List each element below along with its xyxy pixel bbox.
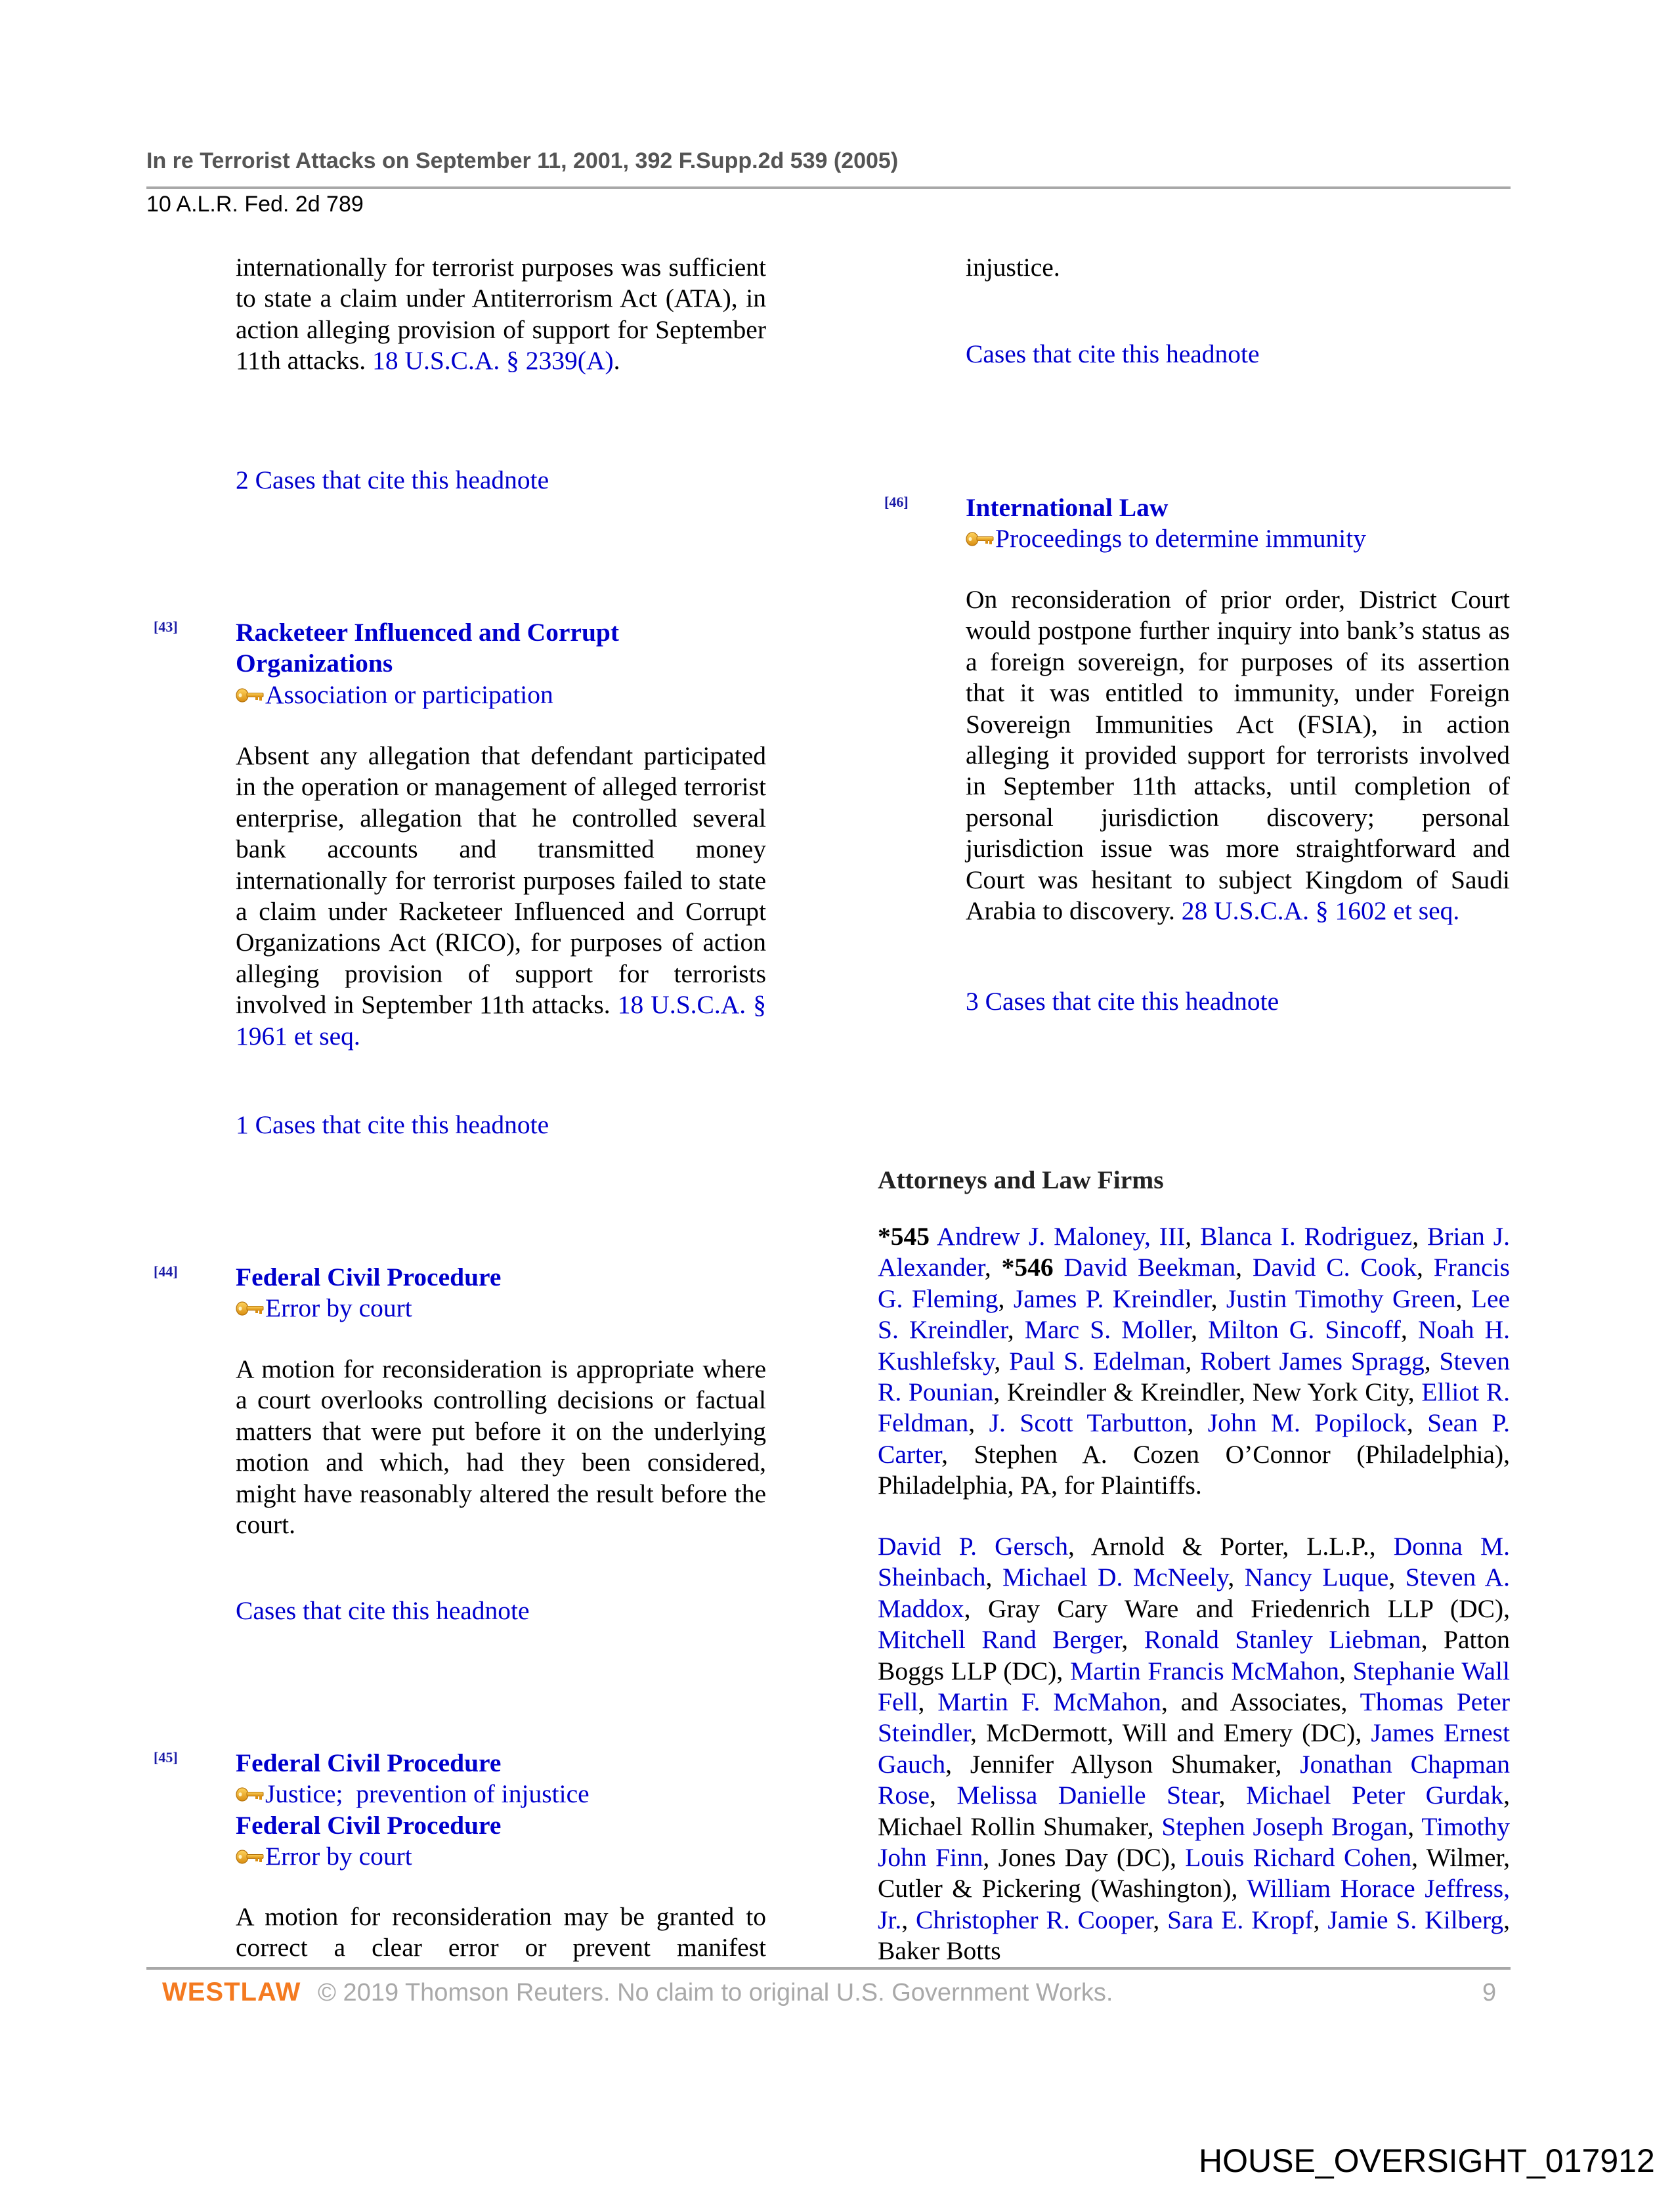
attorney-name-link[interactable]: Francis G. Fleming xyxy=(878,1253,1511,1313)
attorney-name-link[interactable]: Michael D. McNeely xyxy=(1002,1563,1228,1592)
headnote-45-text: A motion for reconsideration may be granted to correct a clear error or prevent manifest xyxy=(236,1902,766,1963)
attorney-text: , xyxy=(998,1284,1014,1313)
attorney-name-link[interactable]: Mitchell Rand Berger xyxy=(878,1625,1122,1655)
headnote-subtopic[interactable]: Association or participation xyxy=(236,680,766,710)
attorney-name-link[interactable]: James Ernest Gauch xyxy=(878,1718,1510,1779)
attorney-text: , xyxy=(1406,1408,1428,1438)
star-page-marker: *546 xyxy=(1001,1253,1054,1282)
header-divider xyxy=(146,186,1511,189)
attorneys-paragraph-defendants xyxy=(878,1531,1510,1967)
attorney-text: , xyxy=(1007,1315,1025,1345)
attorney-name-link[interactable]: Marc S. Moller xyxy=(1024,1315,1191,1345)
key-icon xyxy=(236,1299,265,1318)
key-icon xyxy=(236,1785,265,1804)
document-title: In re Terrorist Attacks on September 11, 2001, 392 F.Supp.2d 539 (2005) xyxy=(146,148,899,173)
attorney-name-link[interactable]: Martin F. McMahon xyxy=(937,1687,1161,1717)
headnote-topic-link[interactable]: International Law xyxy=(966,493,1169,522)
headnote-43 xyxy=(236,617,766,710)
statute-citation-link[interactable]: 18 U.S.C.A. § 1961 et seq. xyxy=(236,990,767,1051)
attorney-name-link[interactable]: Milton G. Sincoff xyxy=(1208,1315,1401,1345)
attorney-text: , xyxy=(1218,1781,1247,1810)
attorney-name-link[interactable]: John M. Popilock xyxy=(1207,1408,1407,1438)
attorney-text xyxy=(930,1222,937,1251)
attorney-text: , xyxy=(968,1408,989,1438)
attorney-text: , Baker Botts xyxy=(878,1905,1511,1966)
attorney-name-link[interactable]: Steven R. Pounian xyxy=(878,1346,1511,1407)
attorney-name-link[interactable]: William Horace Jeffress, Jr. xyxy=(878,1874,1510,1934)
attorney-text: , Michael Rollin Shumaker, xyxy=(878,1781,1510,1841)
star-page-marker: *545 xyxy=(878,1222,930,1251)
attorney-text: , Arnold & Porter, L.L.P., xyxy=(1067,1532,1394,1561)
attorneys-paragraph-plaintiffs xyxy=(878,1221,1510,1502)
document-subtitle: 10 A.L.R. Fed. 2d 789 xyxy=(146,192,364,217)
attorney-name-link[interactable]: Stephanie Wall Fell xyxy=(878,1656,1511,1717)
attorney-name-link[interactable]: Elliot R. Feldman xyxy=(878,1377,1510,1438)
attorney-name-link[interactable]: Steven A. Maddox xyxy=(878,1563,1511,1623)
attorney-name-link[interactable]: Noah H. Kushlefsky xyxy=(878,1315,1511,1376)
attorney-name-link[interactable]: Blanca I. Rodriguez xyxy=(1200,1222,1413,1251)
attorney-text: , Kreindler & Kreindler, New York City, xyxy=(993,1377,1422,1407)
headnote-45-continuation: injustice. xyxy=(966,253,1060,282)
headnote-subtopic[interactable]: Error by court xyxy=(236,1841,766,1872)
attorney-name-link[interactable]: Donna M. Sheinbach xyxy=(878,1532,1510,1592)
attorney-text: , xyxy=(1339,1656,1353,1685)
attorney-name-link[interactable]: Ronald Stanley Liebman xyxy=(1144,1625,1421,1655)
attorney-name-link[interactable]: Jonathan Chapman Rose xyxy=(878,1749,1511,1810)
key-icon xyxy=(236,1848,265,1866)
attorney-text: , xyxy=(930,1781,957,1810)
headnote-subtopic[interactable]: Justice; prevention of injustice xyxy=(236,1779,766,1810)
attorney-text: , xyxy=(1235,1253,1253,1282)
attorney-text: , Jones Day (DC), xyxy=(983,1843,1186,1873)
statute-citation-link[interactable]: 18 U.S.C.A. § 2339(A) xyxy=(372,346,614,376)
attorney-name-link[interactable]: Michael Peter Gurdak xyxy=(1246,1781,1504,1810)
attorney-name-link[interactable]: Justin Timothy Green xyxy=(1226,1284,1456,1313)
attorney-text: , xyxy=(1416,1253,1434,1282)
cases-cite-headnote-link[interactable]: 3 Cases that cite this headnote xyxy=(966,987,1279,1016)
headnote-number: [46] xyxy=(884,494,909,510)
attorney-text: , xyxy=(1400,1315,1418,1345)
attorney-name-link[interactable]: Nancy Luque xyxy=(1244,1563,1389,1592)
attorney-text: , Gray Cary Ware and Friedenrich LLP (DC), xyxy=(964,1594,1510,1623)
attorney-text: , xyxy=(1412,1222,1428,1251)
attorney-name-link[interactable]: David C. Cook xyxy=(1252,1253,1417,1282)
headnote-topic-link[interactable]: Federal Civil Procedure xyxy=(236,1263,502,1291)
attorney-text: , xyxy=(1185,1222,1201,1251)
attorney-name-link[interactable]: Paul S. Edelman xyxy=(1009,1346,1186,1376)
attorney-text: , xyxy=(1313,1905,1328,1934)
attorney-text: , xyxy=(994,1346,1010,1376)
attorney-text: , xyxy=(1187,1408,1208,1438)
cases-cite-headnote-link[interactable]: Cases that cite this headnote xyxy=(966,339,1260,368)
westlaw-logo: WESTLAW xyxy=(162,1978,301,2006)
statute-citation-link[interactable]: 28 U.S.C.A. § 1602 et seq. xyxy=(1181,896,1460,926)
attorney-text: , xyxy=(1455,1284,1471,1313)
attorney-text: , xyxy=(918,1687,938,1717)
attorney-text: , Jennifer Allyson Shumaker, xyxy=(945,1749,1300,1779)
footer-divider xyxy=(146,1967,1511,1970)
attorney-text: , xyxy=(985,1563,1002,1592)
attorney-text: , Wilmer, Cutler & Pickering (Washington), xyxy=(878,1843,1510,1903)
attorneys-section-title: Attorneys and Law Firms xyxy=(878,1165,1164,1194)
attorney-name-link[interactable]: Robert James Spragg xyxy=(1200,1346,1425,1376)
attorney-text: , xyxy=(1153,1905,1168,1934)
attorney-name-link[interactable]: Brian J. Alexander xyxy=(878,1222,1510,1282)
attorney-text: , xyxy=(901,1905,916,1934)
headnote-topic-link[interactable]: Federal Civil Procedure xyxy=(236,1748,502,1777)
headnote-topic-link[interactable]: Racketeer Influenced and Corrupt Organizations xyxy=(236,618,620,678)
attorney-text: , xyxy=(1407,1811,1422,1841)
attorney-name-link[interactable]: Lee S. Kreindler xyxy=(878,1284,1511,1345)
attorney-text xyxy=(1054,1253,1064,1282)
attorney-name-link[interactable]: Timothy John Finn xyxy=(878,1811,1510,1873)
attorney-text: , and Associates, xyxy=(1161,1687,1360,1717)
headnote-subtopic[interactable]: Proceedings to determine immunity xyxy=(966,523,1510,554)
copyright-notice: © 2019 Thomson Reuters. No claim to original U.S. Government Works. xyxy=(318,1979,1113,2006)
attorney-name-link[interactable]: Martin Francis McMahon xyxy=(1070,1656,1339,1685)
headnote-subtopic[interactable]: Error by court xyxy=(236,1293,766,1324)
attorney-name-link[interactable]: Christopher R. Cooper xyxy=(916,1905,1153,1934)
attorney-name-link[interactable]: J. Scott Tarbutton xyxy=(989,1408,1188,1438)
attorney-name-link[interactable]: Sean P. Carter xyxy=(878,1408,1511,1469)
bates-stamp: HOUSE_OVERSIGHT_017912 xyxy=(1199,2142,1655,2179)
attorney-text: , xyxy=(1388,1563,1406,1592)
attorney-name-link[interactable]: Andrew J. Maloney, III xyxy=(936,1222,1186,1251)
headnote-number: [45] xyxy=(154,1749,178,1766)
cases-cite-headnote-link[interactable]: 1 Cases that cite this headnote xyxy=(236,1110,549,1139)
attorney-text: , xyxy=(1228,1563,1245,1592)
attorney-text: , Stephen A. Cozen O’Connor (Philadelphia), Philadelphia, PA, for Plaintiffs. xyxy=(878,1439,1510,1500)
page-number: 9 xyxy=(1482,1979,1497,2006)
attorney-text: , xyxy=(984,1253,1002,1282)
headnote-44 xyxy=(236,1262,766,1324)
attorney-name-link[interactable]: James P. Kreindler xyxy=(1013,1284,1211,1313)
headnote-number: [44] xyxy=(154,1263,178,1280)
headnote-43-text: Absent any allegation that defendant participated in the operation or management of alleged terrorist enterprise, allegation that he controlled several bank accounts and transmitted money internationally for terrorist purposes failed to state a claim under Racketeer Influenced and Corrupt Organizations Act (RICO), for purposes of action alleging provision of support for terrorists involved in September 11th attacks. 18 U.S.C.A. § 1961 et seq. xyxy=(236,741,767,1051)
headnote-44-text: A motion for reconsideration is appropriate where a court overlooks controlling decisions or factual matters that were put before it on the underlying motion and which, had they been considered, might have reasonably altered the result before the court. xyxy=(236,1355,766,1540)
attorney-text: , xyxy=(1424,1346,1440,1376)
attorney-name-link[interactable]: Sara E. Kropf xyxy=(1167,1905,1314,1934)
headnote-46-text: On reconsideration of prior order, District Court would postpone further inquiry into bank’s status as a foreign sovereign, for purposes of its assertion that it was entitled to immunity, under Foreign Sovereign Immunities Act (FSIA), in action alleging it provided support for terrorists involved in September 11th attacks, until completion of personal jurisdiction discovery; personal jurisdiction issue was more straightforward and Court was hesitant to subject Kingdom of Saudi Arabia to discovery. 28 U.S.C.A. § 1602 et seq. xyxy=(966,585,1510,926)
cases-cite-headnote-link[interactable]: 2 Cases that cite this headnote xyxy=(236,466,549,494)
attorney-name-link[interactable]: Louis Richard Cohen xyxy=(1185,1843,1412,1873)
attorney-name-link[interactable]: Thomas Peter Steindler xyxy=(878,1687,1510,1748)
key-icon xyxy=(236,686,265,705)
key-icon xyxy=(966,530,995,548)
attorney-name-link[interactable]: David P. Gersch xyxy=(878,1532,1068,1561)
attorney-text: , xyxy=(1191,1315,1209,1345)
headnote-topic-link[interactable]: Federal Civil Procedure xyxy=(236,1810,502,1840)
attorney-name-link[interactable]: Stephen Joseph Brogan xyxy=(1161,1811,1408,1841)
headnote-45 xyxy=(236,1748,766,1873)
headnote-text: internationally for terrorist purposes was sufficient to state a claim under Antiterrorism Act (ATA), in action alleging provision of support for September 11th attacks. xyxy=(236,253,766,376)
attorney-text: , Patton Boggs LLP (DC), xyxy=(878,1625,1510,1685)
attorney-text: , xyxy=(1121,1625,1144,1655)
attorney-name-link[interactable]: Melissa Danielle Stear xyxy=(956,1781,1219,1810)
attorney-text: , xyxy=(1211,1284,1226,1313)
headnote-number: [43] xyxy=(154,618,178,635)
cases-cite-headnote-link[interactable]: Cases that cite this headnote xyxy=(236,1596,530,1625)
headnote-46 xyxy=(966,492,1510,555)
headnote-42-continuation: internationally for terrorist purposes was sufficient to state a claim under Antiterrorism Act (ATA), in action alleging provision of support for September 11th attacks. 18 U.S.C.A. § 2339(A). xyxy=(236,253,766,376)
attorney-name-link[interactable]: David Beekman xyxy=(1063,1253,1236,1282)
attorney-name-link[interactable]: Jamie S. Kilberg xyxy=(1327,1905,1504,1934)
attorney-text: , McDermott, Will and Emery (DC), xyxy=(970,1718,1371,1748)
attorney-text: , xyxy=(1185,1346,1201,1376)
